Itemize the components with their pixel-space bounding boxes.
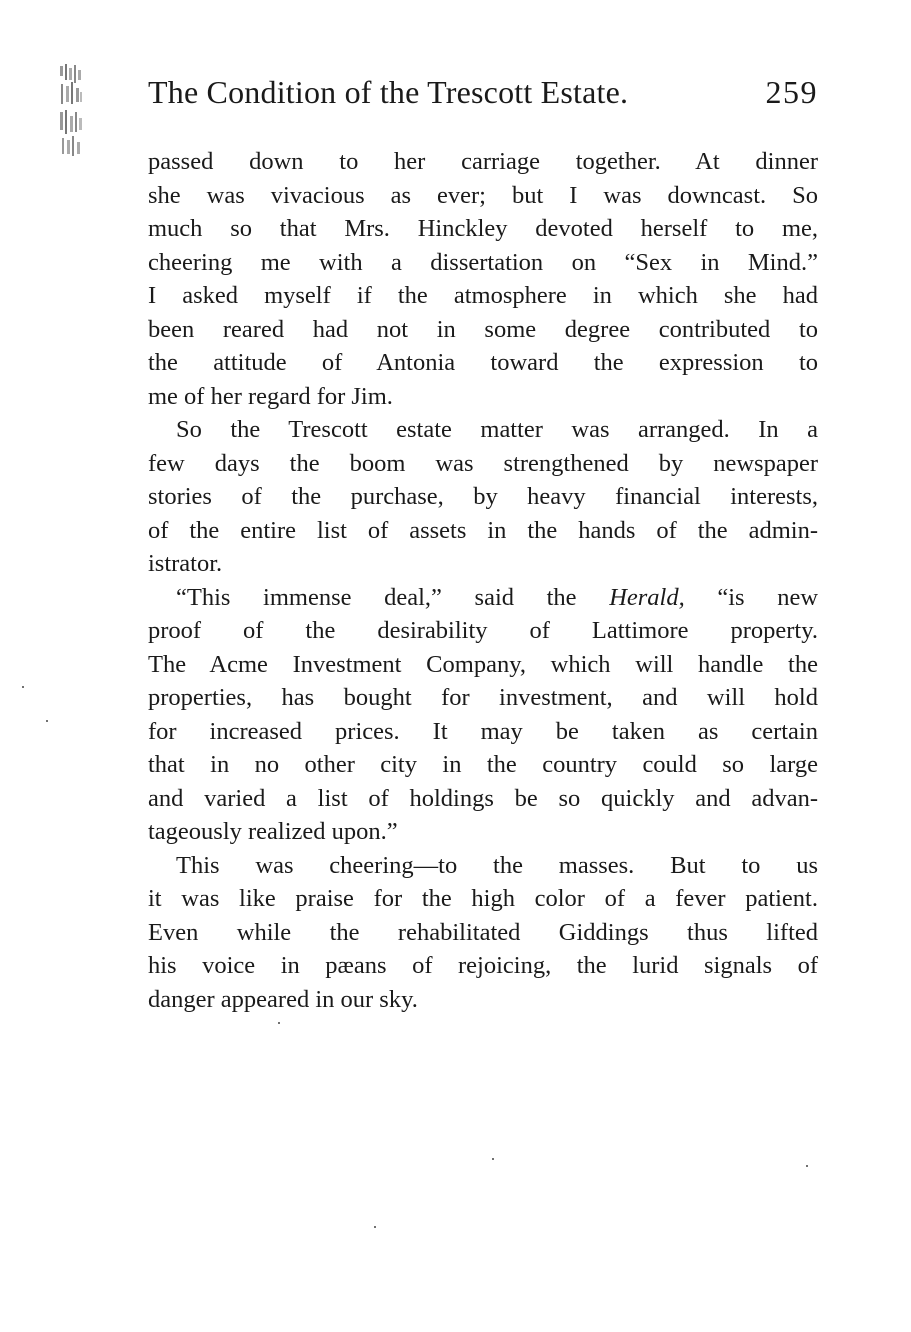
text-line: she was vivacious as ever; but I was downcast. So <box>148 181 818 209</box>
running-head <box>148 74 818 122</box>
paragraph <box>148 145 818 413</box>
text-line: that in no other city in the country could so large <box>148 751 818 778</box>
quote-opening: “This immense deal,” said the <box>176 583 577 611</box>
text-line: the attitude of Antonia toward the expression to <box>148 349 818 376</box>
scan-speck <box>22 686 24 688</box>
scan-speck <box>46 720 48 722</box>
scan-speck <box>278 1022 280 1024</box>
text-line: istrator. <box>148 550 223 577</box>
text-line: his voice in pæans of rejoicing, the lurid signals of <box>148 952 818 979</box>
quote-continuation: “is new <box>717 583 819 611</box>
text-line: it was like praise for the high color of a fever patient. <box>148 885 818 912</box>
text-line: stories of the purchase, by heavy financial interests, <box>148 483 818 510</box>
text-line: danger appeared in our sky. <box>148 985 418 1013</box>
scan-speck <box>492 1158 494 1160</box>
text-line: much so that Mrs. Hinckley devoted herself to me, <box>148 215 818 242</box>
scan-speck <box>806 1165 808 1167</box>
body-text <box>148 145 818 1016</box>
newspaper-name: Herald, <box>609 583 685 611</box>
chapter-title: The Condition of the Trescott Estate. <box>148 74 629 110</box>
text-line: The Acme Investment Company, which will handle the <box>148 650 818 678</box>
text-line <box>148 581 818 615</box>
page-number: 259 <box>765 74 818 110</box>
text-line: of the entire list of assets in the hands of the admin- <box>148 516 818 544</box>
scan-speck <box>374 1226 376 1228</box>
text-line: and varied a list of holdings be so quickly and advan- <box>148 784 818 812</box>
text-line: properties, has bought for investment, and will hold <box>148 684 818 711</box>
text-line: tageously realized upon.” <box>148 818 398 845</box>
paragraph <box>148 581 818 849</box>
paragraph <box>148 849 818 1017</box>
text-line: been reared had not in some degree contributed to <box>148 315 818 343</box>
text-line: proof of the desirability of Lattimore property. <box>148 617 818 644</box>
text-line: few days the boom was strengthened by newspaper <box>148 449 818 477</box>
text-line: Even while the rehabilitated Giddings thus lifted <box>148 918 818 946</box>
text-line: cheering me with a dissertation on “Sex in Mind.” <box>148 248 818 276</box>
text-line: So the Trescott estate matter was arranged. In a <box>176 416 818 443</box>
binding-gutter-mark <box>56 62 86 162</box>
paragraph <box>148 413 818 581</box>
text-line: for increased prices. It may be taken as certain <box>148 717 818 745</box>
text-line: me of her regard for Jim. <box>148 382 393 410</box>
text-line: passed down to her carriage together. At dinner <box>148 148 818 175</box>
text-line: This was cheering—to the masses. But to us <box>176 851 818 879</box>
text-line: I asked myself if the atmosphere in which she had <box>148 282 818 309</box>
